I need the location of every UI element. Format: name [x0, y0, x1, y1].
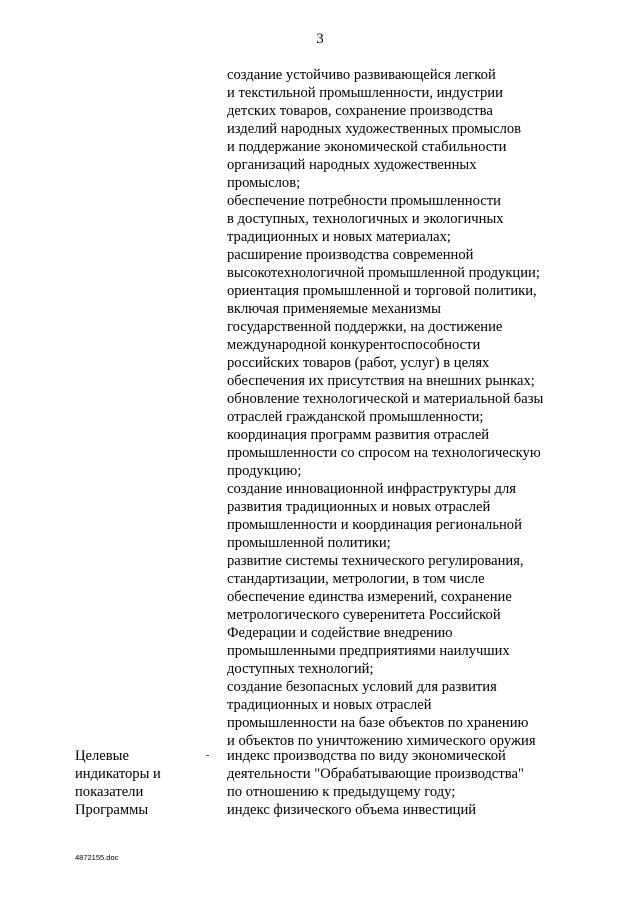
section-value	[227, 747, 637, 819]
value-line: по отношению к предыдущему году;	[227, 784, 456, 800]
text-line: создание устойчиво развивающейся легкой	[227, 67, 496, 83]
text-line: и объектов по уничтожению химического оружия	[227, 733, 536, 749]
text-line: координация программ развития отраслей	[227, 427, 490, 443]
text-line: высокотехнологичной промышленной продукции;	[227, 265, 540, 281]
text-line: и текстильной промышленности, индустрии	[227, 85, 503, 101]
text-line: продукцию;	[227, 463, 302, 479]
program-tasks-text	[227, 66, 637, 750]
label-line: Целевые	[75, 748, 129, 764]
value-line: индекс производства по виду экономической	[227, 748, 506, 764]
text-line: обеспечение единства измерений, сохранение	[227, 589, 512, 605]
text-line: отраслей гражданской промышленности;	[227, 409, 484, 425]
text-line: Федерации и содействие внедрению	[227, 625, 453, 641]
label-line: показатели	[75, 784, 144, 800]
text-line: обновление технологической и материальной базы	[227, 391, 544, 407]
text-line: промышленности на базе объектов по хранению	[227, 715, 529, 731]
text-line: в доступных, технологичных и экологичных	[227, 211, 504, 227]
text-line: метрологического суверенитета Российской	[227, 607, 501, 623]
page-number: 3	[316, 31, 324, 47]
text-line: промышленными предприятиями наилучших	[227, 643, 510, 659]
text-line: доступных технологий;	[227, 661, 374, 677]
label-line: индикаторы и	[75, 766, 161, 782]
document-id: 4872155.doc	[75, 853, 119, 862]
text-line: промышленной политики;	[227, 535, 391, 551]
text-line: обеспечение потребности промышленности	[227, 193, 501, 209]
text-line: стандартизации, метрологии, в том числе	[227, 571, 485, 587]
text-line: организаций народных художественных	[227, 157, 477, 173]
text-line: традиционных и новых отраслей	[227, 697, 432, 713]
section-dash: -	[206, 750, 210, 761]
text-line: промышленности со спросом на технологическую	[227, 445, 541, 461]
text-line: создание безопасных условий для развития	[227, 679, 497, 695]
text-line: развитие системы технического регулирования,	[227, 553, 524, 569]
text-line: российских товаров (работ, услуг) в целях	[227, 355, 490, 371]
text-line: детских товаров, сохранение производства	[227, 103, 493, 119]
text-line: расширение производства современной	[227, 247, 474, 263]
text-line: промыслов;	[227, 175, 301, 191]
text-line: традиционных и новых материалах;	[227, 229, 451, 245]
text-line: международной конкурентоспособности	[227, 337, 481, 353]
text-line: развития традиционных и новых отраслей	[227, 499, 491, 515]
text-line: включая применяемые механизмы	[227, 301, 441, 317]
text-line: изделий народных художественных промыслов	[227, 121, 522, 137]
text-line: государственной поддержки, на достижение	[227, 319, 503, 335]
label-line: Программы	[75, 802, 149, 818]
value-line: индекс физического объема инвестиций	[227, 802, 477, 818]
text-line: создание инновационной инфраструктуры для	[227, 481, 516, 497]
text-line: промышленности и координация региональной	[227, 517, 522, 533]
value-line: деятельности "Обрабатывающие производства"	[227, 766, 524, 782]
text-line: и поддержание экономической стабильности	[227, 139, 507, 155]
text-line: ориентация промышленной и торговой политики,	[227, 283, 537, 299]
section-label	[75, 747, 195, 819]
text-line: обеспечения их присутствия на внешних рынках;	[227, 373, 535, 389]
